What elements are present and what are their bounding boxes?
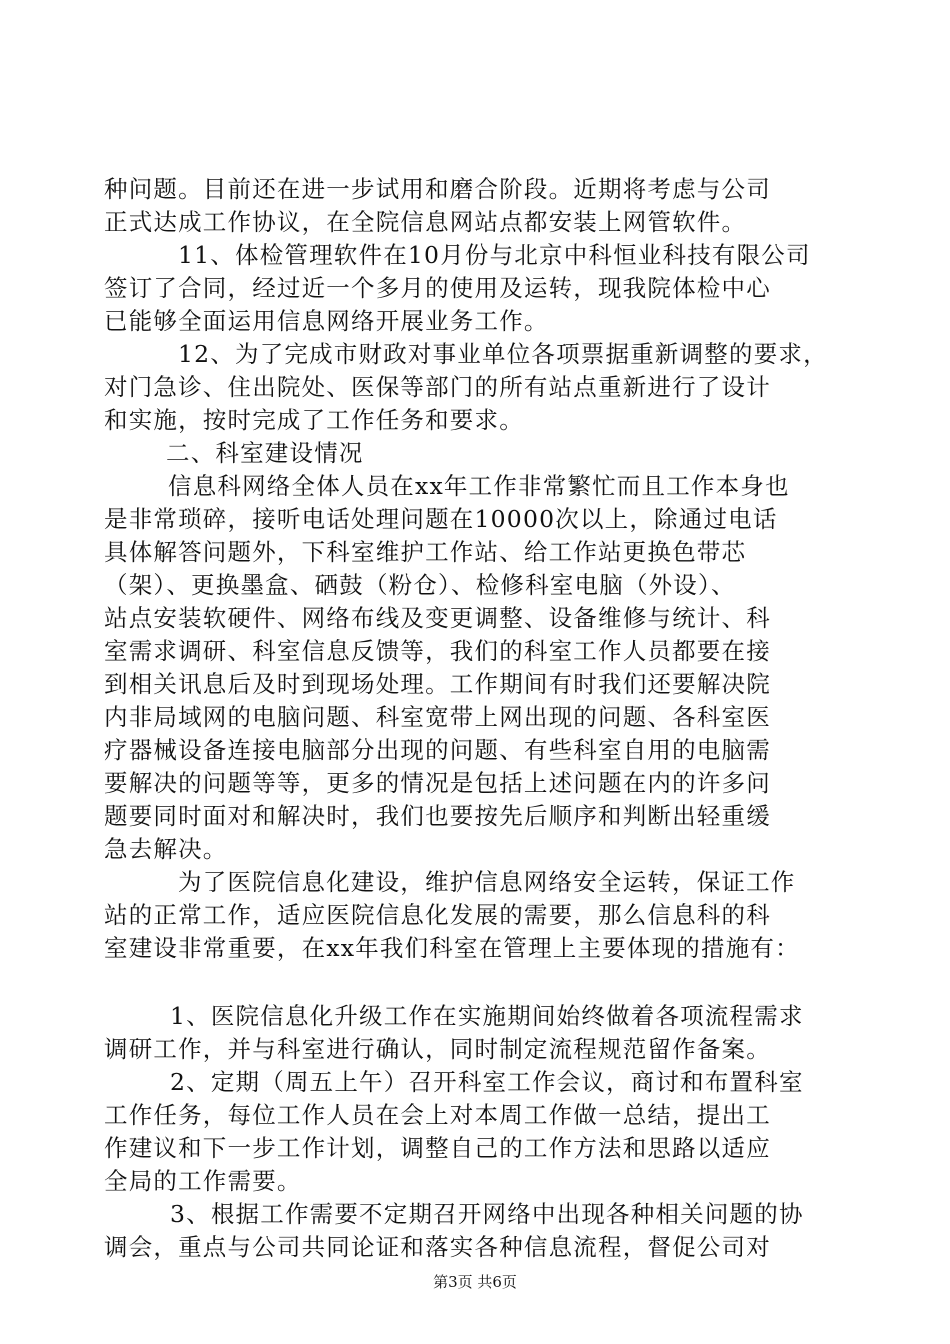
section-heading: 二、科室建设情况 — [166, 439, 364, 467]
text-line: 对门急诊、住出院处、医保等部门的所有站点重新进行了设计 — [104, 373, 771, 401]
text-line: 11、体检管理软件在10月份与北京中科恒业科技有限公司 — [178, 241, 811, 269]
text-line: 站的正常工作，适应医院信息化发展的需要，那么信息科的科 — [104, 901, 771, 929]
text-line: 要解决的问题等等，更多的情况是包括上述问题在内的许多问 — [104, 769, 771, 797]
text-line: 1、医院信息化升级工作在实施期间始终做着各项流程需求 — [170, 1002, 804, 1030]
text-line: 室建设非常重要，在xx年我们科室在管理上主要体现的措施有： — [104, 934, 800, 962]
text-line: 种问题。目前还在进一步试用和磨合阶段。近期将考虑与公司 — [104, 175, 771, 203]
page-number-footer: 第3页 共6页 — [433, 1273, 517, 1291]
text-line: 急去解决。 — [104, 835, 228, 863]
text-line: 站点安装软硬件、网络布线及变更调整、设备维修与统计、科 — [104, 604, 771, 632]
text-line: 工作任务，每位工作人员在会上对本周工作做一总结，提出工 — [104, 1101, 771, 1129]
text-line: 全局的工作需要。 — [104, 1167, 302, 1195]
text-line: 3、根据工作需要不定期召开网络中出现各种相关问题的协 — [170, 1200, 804, 1228]
text-line: 调研工作，并与科室进行确认，同时制定流程规范留作备案。 — [104, 1035, 771, 1063]
text-line: 已能够全面运用信息网络开展业务工作。 — [104, 307, 549, 335]
text-line: 信息科网络全体人员在xx年工作非常繁忙而且工作本身也 — [168, 472, 790, 500]
text-line: 作建议和下一步工作计划，调整自己的工作方法和思路以适应 — [104, 1134, 771, 1162]
text-line: 签订了合同，经过近一个多月的使用及运转，现我院体检中心 — [104, 274, 771, 302]
text-line: （架）、更换墨盒、硒鼓（粉仓）、检修科室电脑（外设）、 — [104, 571, 736, 599]
text-line: 正式达成工作协议，在全院信息网站点都安装上网管软件。 — [104, 208, 747, 236]
text-line: 调会，重点与公司共同论证和落实各种信息流程，督促公司对 — [104, 1233, 771, 1261]
text-line: 2、定期（周五上午）召开科室工作会议，商讨和布置科室 — [170, 1068, 804, 1096]
text-line: 题要同时面对和解决时，我们也要按先后顺序和判断出轻重缓 — [104, 802, 771, 830]
text-line: 具体解答问题外，下科室维护工作站、给工作站更换色带芯 — [104, 538, 747, 566]
text-line: 室需求调研、科室信息反馈等，我们的科室工作人员都要在接 — [104, 637, 771, 665]
text-line: 和实施，按时完成了工作任务和要求。 — [104, 406, 524, 434]
text-line: 12、为了完成市财政对事业单位各项票据重新调整的要求， — [178, 340, 828, 368]
text-line: 到相关讯息后及时到现场处理。工作期间有时我们还要解决院 — [104, 670, 771, 698]
text-line: 为了医院信息化建设，维护信息网络安全运转，保证工作 — [178, 868, 796, 896]
text-line: 是非常琐碎，接听电话处理问题在10000次以上，除通过电话 — [104, 505, 778, 533]
text-line: 内非局域网的电脑问题、科室宽带上网出现的问题、各科室医 — [104, 703, 771, 731]
text-line: 疗器械设备连接电脑部分出现的问题、有些科室自用的电脑需 — [104, 736, 771, 764]
